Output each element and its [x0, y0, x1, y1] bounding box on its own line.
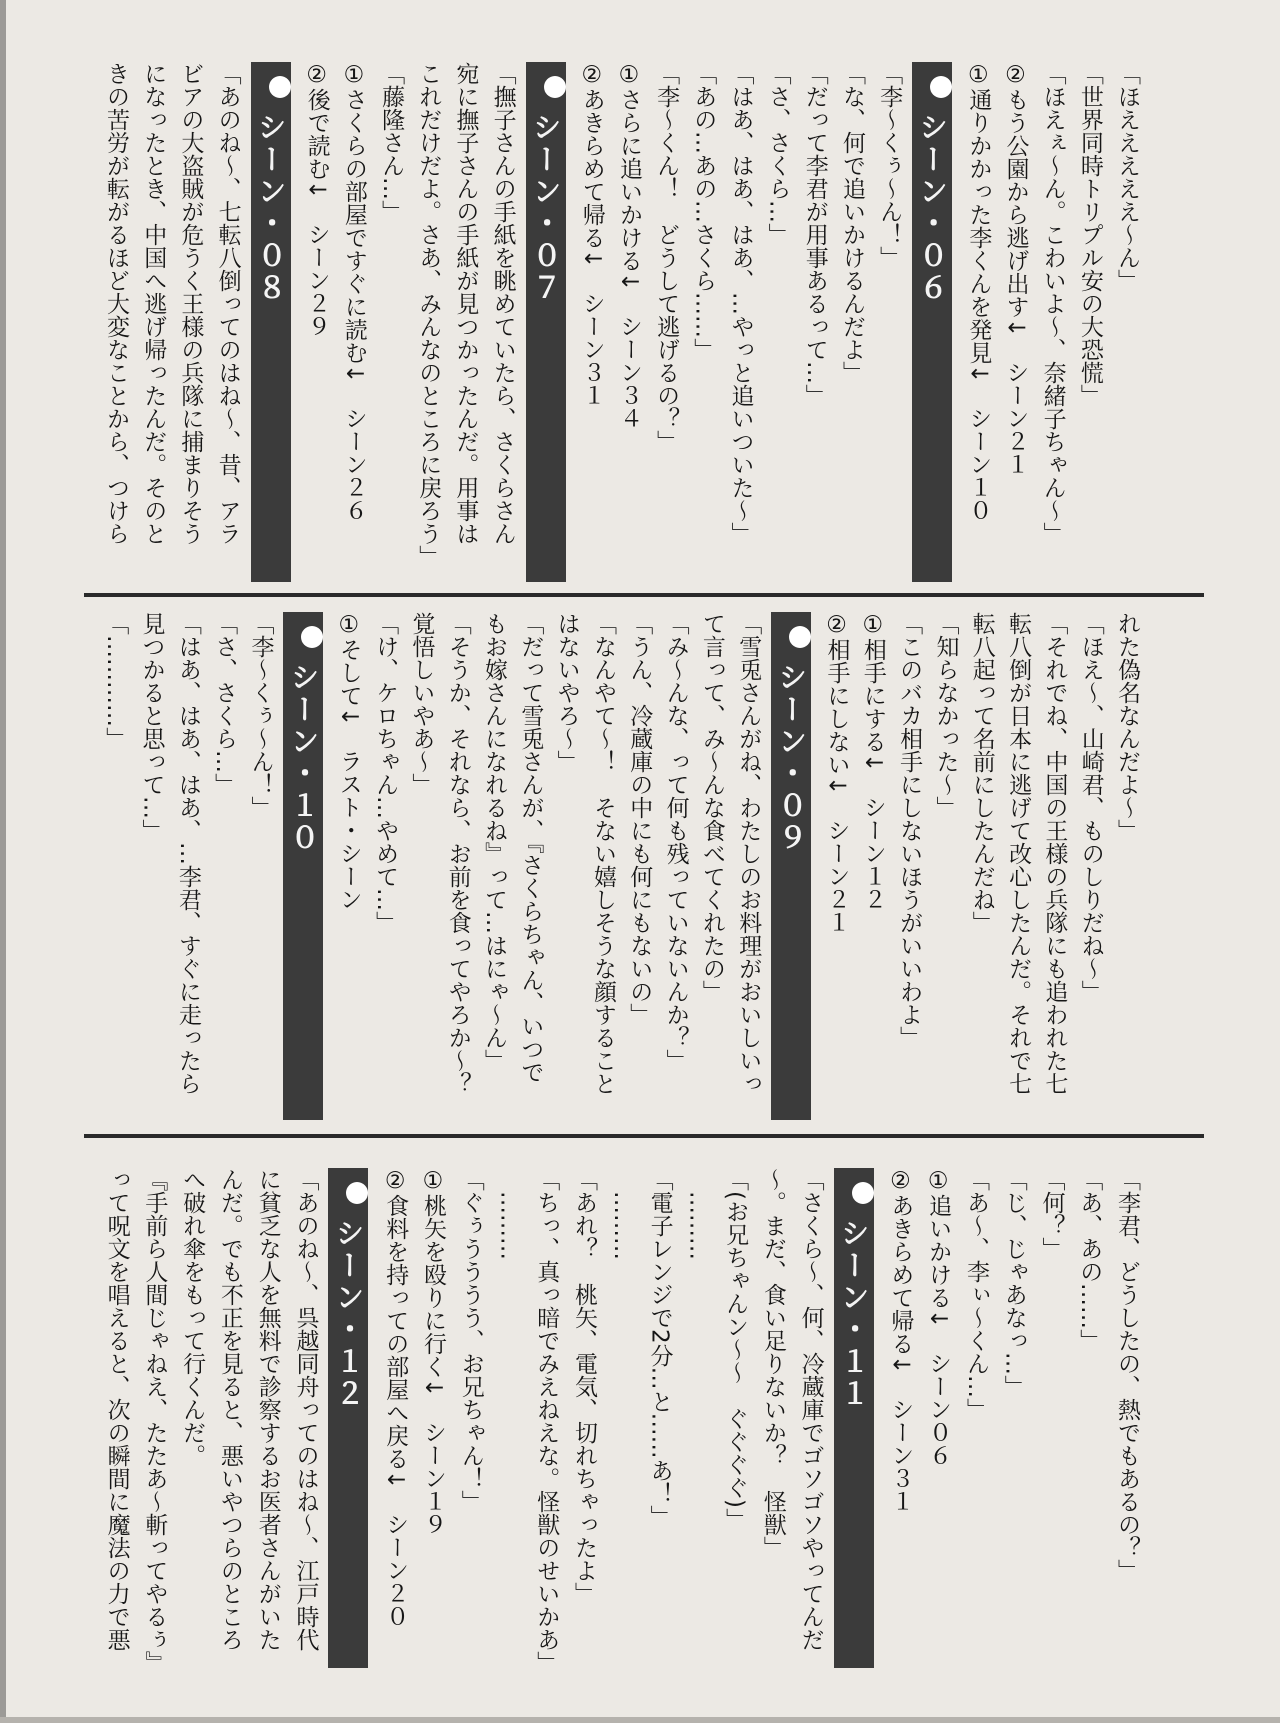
text-line: ………	[684, 1168, 711, 1260]
choice-line	[995, 62, 1032, 475]
choice-text: ②相手にしない	[823, 612, 850, 776]
text-line: 「知らなかった～」	[932, 612, 959, 819]
scene-heading	[251, 62, 291, 582]
choice-text: ①そして	[335, 612, 362, 707]
text-line: 「藤隆さん…」	[378, 62, 405, 223]
text-line: 「世界同時トリプル安の大恐慌」	[1076, 62, 1103, 407]
scene-heading-label: シーン・１０	[286, 662, 321, 854]
choice-text: ①通りかかった李くんを発見	[965, 62, 992, 364]
text-line: 「あ、あの……」	[1076, 1168, 1103, 1352]
text-line: 「あ～、李ぃ～くん…」	[962, 1168, 989, 1421]
choice-text: ②あきらめて帰る	[578, 62, 605, 249]
choice-line	[329, 612, 365, 910]
text-line: 「はあ、はあ、はあ、…李君、すぐに走ったら	[174, 612, 201, 1095]
text-line: 宛に撫子さんの手紙が見つかったんだ。用事は	[452, 62, 479, 545]
choice-text: ②食料を持っての部屋へ戻る	[382, 1168, 409, 1470]
choice-text: ①さくらの部屋ですぐに読む	[340, 62, 367, 364]
text-line: 「うん、冷蔵庫の中にも何にもないの」	[626, 612, 653, 1026]
text-line: 「このバカ相手にしないほうがいいわよ」	[896, 612, 923, 1049]
text-line: 「け、ケロちゃん…やめて…」	[372, 612, 399, 934]
text-line: これだけだよ。さあ、みんなのところに戻ろう」	[415, 62, 442, 568]
scene-heading-label: シーン・０８	[253, 112, 288, 304]
text-line: れた偽名なんだよ～」	[1114, 612, 1140, 842]
choice-destination: ↓ シーン３１	[887, 1355, 914, 1513]
text-line: 「さくら～、何、冷蔵庫でゴソゴソやってんだ	[797, 1168, 824, 1651]
text-line: 「なんやて～！ そない嬉しそうな顔すること	[589, 612, 616, 1095]
text-line: 「(お兄ちゃんン～～ ぐぐぐぐ)」	[722, 1168, 749, 1531]
choice-text: ②後で読む	[303, 62, 330, 180]
text-line: 「雪兎さんがね、わたしのお料理がおいしいっ	[735, 612, 762, 1095]
choice-line	[880, 1168, 918, 1512]
scene-heading	[526, 62, 566, 582]
text-line: 「あの…あの…さくら……」	[690, 62, 717, 361]
scene-heading	[283, 612, 323, 1120]
text-line: はないやろ～」	[553, 612, 580, 773]
text-line: 「…………」	[102, 612, 129, 750]
text-line: 転八倒が日本に逃げて改心したんだ。それで七	[1005, 612, 1032, 1095]
scene-heading	[771, 612, 811, 1120]
choice-destination: ↓ シーン１２	[859, 753, 886, 911]
text-line: 「電子レンジで2分…と……あ！」	[646, 1168, 673, 1528]
section-top	[96, 62, 1144, 582]
choice-destination: ↓ シーン１９	[419, 1378, 446, 1536]
text-line: 「ほえぇ～ん。こわいよ～、奈緒子ちゃん～」	[1039, 62, 1066, 545]
choice-destination: ↓ シーン３１	[578, 249, 605, 407]
page-edge-shadow	[0, 0, 6, 1723]
choice-line	[572, 62, 609, 406]
choice-destination: ↓ シーン１０	[965, 364, 992, 522]
scene-heading	[834, 1168, 874, 1668]
text-line: 「あのね～、呉越同舟ってのはね～、江戸時代	[292, 1168, 319, 1651]
choice-text: ①桃矢を殴りに行く	[419, 1168, 446, 1378]
text-line: んだ。でも不正を見ると、悪いやつらのところ	[216, 1168, 243, 1651]
text-line: きの苦労が転がるほど大変なことから、つけら	[103, 62, 130, 545]
text-line: 「あのね～、七転八倒ってのはね～、昔、アラ	[214, 62, 241, 545]
scene-heading-label: シーン・１１	[836, 1218, 871, 1410]
section-divider	[84, 593, 1204, 597]
text-line: 「だって雪兎さんが、『さくらちゃん、いつで	[517, 612, 544, 1084]
text-line: 「撫子さんの手紙を眺めていたら、さくらさん	[489, 62, 516, 545]
bullet-dot-icon	[789, 626, 811, 648]
text-line: 「な、何で追いかけるんだよ」	[838, 62, 865, 384]
section-divider	[84, 1134, 1204, 1138]
text-line: 「そうか、それなら、お前を食ってやろか～？	[444, 612, 471, 1095]
choice-destination: ↓ シーン３４	[615, 272, 642, 430]
text-line: 「はあ、はあ、はあ、…やっと追いついた～」	[727, 62, 754, 545]
text-line: 見つかると思って…」	[138, 612, 165, 842]
text-line: ビアの大盗賊が危うく王様の兵隊に捕まりそう	[177, 62, 204, 545]
text-line: 「だって李君が用事あるって…」	[801, 62, 828, 407]
choice-destination: ↓ シーン０６	[925, 1309, 952, 1467]
scene-heading-label: シーン・１２	[331, 1218, 366, 1410]
text-line: ～。まだ、食い足りないか？ 怪獣」	[759, 1168, 786, 1559]
text-line: 「さ、さくら…」	[211, 612, 238, 796]
text-line: 「み～んな、って何も残っていないんか？」	[662, 612, 689, 1072]
choice-text: ②あきらめて帰る	[887, 1168, 914, 1355]
choice-line	[297, 62, 334, 337]
text-line: もお嫁さんになれるね』って…はにゃ～ん」	[481, 612, 507, 1072]
text-line: へ破れ傘をもって行くんだ。	[179, 1168, 206, 1467]
choice-destination: ↓ シーン２６	[340, 364, 367, 522]
text-line: 「李君、どうしたの、熱でもあるの？」	[1114, 1168, 1140, 1582]
choice-destination: ↓ シーン２９	[303, 180, 330, 338]
text-line: 「何？」	[1038, 1168, 1065, 1260]
choice-line	[374, 1168, 412, 1627]
choice-text: ①さらに追いかける	[615, 62, 642, 272]
choice-line	[334, 62, 371, 521]
text-line: 「ちっ、真っ暗でみえねえな。怪獣のせいかあ」	[533, 1168, 560, 1674]
text-line: 「じ、じゃあなっ…」	[1000, 1168, 1027, 1398]
text-line: て言って、み～んな食べてくれたの」	[698, 612, 725, 1003]
choice-line	[917, 1168, 955, 1466]
choice-line	[817, 612, 853, 933]
choice-destination: ↓ シーン２１	[1002, 318, 1029, 476]
text-line: ………	[495, 1168, 522, 1260]
scene-heading-label: シーン・０９	[774, 662, 809, 854]
choice-text: ②もう公園から逃げ出す	[1002, 62, 1029, 318]
text-line: 「さ、さくら…」	[764, 62, 791, 246]
bullet-dot-icon	[930, 76, 952, 98]
text-line: 「あれ？ 桃矢、電気、切れちゃったよ」	[571, 1168, 598, 1605]
section-middle	[96, 612, 1144, 1120]
choice-destination: ↓ ラスト・シーン	[335, 707, 362, 911]
choice-destination: ↓ シーン２１	[823, 776, 850, 934]
section-bottom	[96, 1168, 1144, 1674]
text-line: に貧乏な人を無料で診察するお医者さんがいた	[254, 1168, 281, 1651]
text-line: 『手前ら人間じゃねえ、たたあ～斬ってやるぅ』	[141, 1168, 168, 1674]
choice-line	[412, 1168, 450, 1535]
text-line: 「李～くぅ～ん！」	[247, 612, 274, 819]
choice-destination: ↓ シーン２０	[382, 1470, 409, 1628]
scene-heading-label: シーン・０７	[528, 112, 563, 304]
bullet-dot-icon	[301, 626, 323, 648]
text-line: ………	[608, 1168, 635, 1260]
text-line: って呪文を唱えると、次の瞬間に魔法の力で悪	[103, 1168, 130, 1651]
bullet-dot-icon	[346, 1182, 368, 1204]
text-line: 転八起って名前にしたんだね」	[968, 612, 995, 934]
choice-text: ①相手にする	[859, 612, 886, 753]
scene-heading	[912, 62, 952, 582]
choice-line	[958, 62, 995, 521]
text-line: 覚悟しいやあ～」	[408, 612, 435, 796]
text-line: 「ほえ～、山崎君、ものしりだね～」	[1077, 612, 1104, 1003]
choice-line	[854, 612, 890, 910]
text-line: 「それでね、中国の王様の兵隊にも追われた七	[1041, 612, 1068, 1095]
scene-heading	[328, 1168, 368, 1668]
page-bottom-edge	[0, 1717, 1280, 1723]
text-line: になったとき、中国へ逃げ帰ったんだ。そのと	[140, 62, 167, 545]
text-line: 「ほえええええ～ん」	[1114, 62, 1140, 292]
choice-text: ①追いかける	[925, 1168, 952, 1309]
text-line: 「李～くん！ どうして逃げるの？」	[653, 62, 680, 453]
bullet-dot-icon	[544, 76, 566, 98]
text-line: 「李～くぅ～ん！」	[876, 62, 903, 269]
choice-line	[609, 62, 646, 429]
text-line: 「ぐぅうううう、お兄ちゃん！」	[457, 1168, 484, 1513]
bullet-dot-icon	[852, 1182, 874, 1204]
scene-heading-label: シーン・０６	[915, 112, 950, 304]
bullet-dot-icon	[269, 76, 291, 98]
